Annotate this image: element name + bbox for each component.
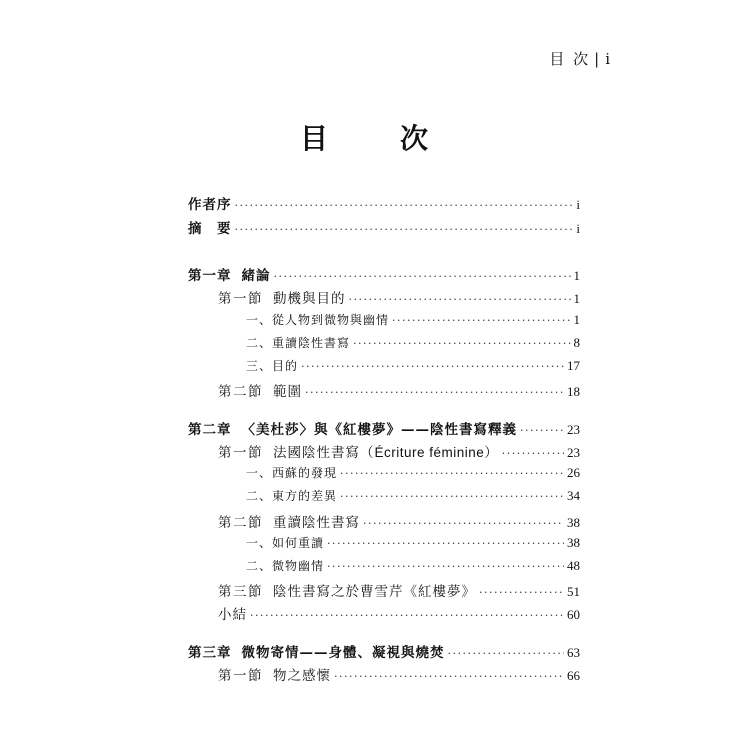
toc-entry-title: 〈美杜莎〉與《紅樓夢》——陰性書寫釋義 xyxy=(241,422,517,438)
toc-entry-title: 一、從人物到微物與幽情 xyxy=(246,313,390,327)
toc-leader-dots xyxy=(363,517,564,530)
toc-entry-page: 1 xyxy=(573,268,580,283)
toc-entry xyxy=(188,418,580,438)
toc-entry-title: 摘 要 xyxy=(188,221,232,237)
toc-leader-dots xyxy=(479,586,564,599)
toc-entry-label xyxy=(218,380,302,400)
toc-entry-number: 第一章 xyxy=(188,268,232,284)
toc-entry-label xyxy=(246,487,337,504)
toc-entry-page: 38 xyxy=(567,515,580,530)
toc-entry xyxy=(188,217,580,237)
toc-leader-dots xyxy=(301,360,564,373)
toc-leader-dots xyxy=(235,199,574,212)
toc-entry-title: 物之感懷 xyxy=(273,668,331,684)
toc-entry-page: 23 xyxy=(567,445,580,460)
toc-entry xyxy=(218,580,580,600)
toc-entry xyxy=(218,603,580,623)
toc-entry-label xyxy=(218,664,331,684)
toc-entry-label xyxy=(188,193,232,213)
toc-entry-label xyxy=(188,217,232,237)
toc-entry-title: 二、東方的差異 xyxy=(246,489,338,503)
toc-entry-label xyxy=(188,264,271,284)
toc-entry-number: 第一節 xyxy=(218,668,263,684)
toc-entry-title: 二、重讀陰性書寫 xyxy=(246,336,351,350)
toc-entry-page: 63 xyxy=(567,645,580,660)
toc-leader-dots xyxy=(353,337,570,350)
toc-entry-title: 小結 xyxy=(218,607,247,623)
toc-leader-dots xyxy=(327,537,564,550)
toc-entry-label xyxy=(246,357,298,374)
toc-entry-label xyxy=(218,287,346,307)
toc-entry xyxy=(218,441,580,461)
toc-entry-label xyxy=(246,534,324,551)
toc-leader-dots xyxy=(334,670,564,683)
toc-entry-label xyxy=(246,557,324,574)
toc-entry-title: 動機與目的 xyxy=(273,291,346,307)
toc-leader-dots xyxy=(392,314,570,327)
toc-leader-dots xyxy=(235,223,574,236)
toc-entry xyxy=(218,287,580,307)
toc-entry-number: 第二節 xyxy=(218,384,263,400)
toc-entry-page: 1 xyxy=(573,312,580,327)
toc-entry-label xyxy=(218,580,476,600)
toc-entry-title: 三、目的 xyxy=(246,359,299,373)
toc-entry xyxy=(188,264,580,284)
toc-entry-page: i xyxy=(576,197,580,212)
toc-leader-dots xyxy=(340,467,564,480)
toc-entry-page: 18 xyxy=(567,384,580,399)
toc-entry-number: 第一節 xyxy=(218,291,263,307)
toc-entry xyxy=(246,464,580,484)
toc-entry-page: 1 xyxy=(573,291,580,306)
toc-leader-dots xyxy=(520,424,564,437)
toc-entry xyxy=(246,334,580,354)
toc-entry xyxy=(246,357,580,377)
toc-entry-page: i xyxy=(576,221,580,236)
toc-entry-number: 第二節 xyxy=(218,515,263,531)
toc-entry-title: 陰性書寫之於曹雪芹《紅樓夢》 xyxy=(273,584,476,600)
toc-entry-title: 微物寄情——身體、凝視與燒焚 xyxy=(241,645,445,661)
toc-entry xyxy=(246,557,580,577)
toc-entry-label xyxy=(188,641,445,661)
toc-entry-page: 51 xyxy=(567,584,580,599)
toc-entry-label xyxy=(218,603,247,623)
toc-leader-dots xyxy=(349,293,571,306)
toc-entry-page: 48 xyxy=(567,558,580,573)
running-head-title: 目 次 xyxy=(549,50,591,68)
toc-entry-label xyxy=(188,418,517,438)
toc-entry-title: 二、微物幽情 xyxy=(246,559,325,573)
toc-leader-dots xyxy=(340,490,564,503)
toc-leader-dots xyxy=(448,647,565,660)
toc-entry-label xyxy=(246,464,337,481)
toc-entry xyxy=(218,380,580,400)
toc-entry-page: 17 xyxy=(567,358,580,373)
toc-entry-title: 一、如何重讀 xyxy=(246,536,325,550)
toc-entry-page: 23 xyxy=(567,422,580,437)
toc-leader-dots xyxy=(274,270,571,283)
table-of-contents xyxy=(188,0,580,750)
running-head-separator: | xyxy=(594,50,602,68)
toc-entry xyxy=(188,193,580,213)
toc-entry-page: 34 xyxy=(567,488,580,503)
toc-entry-title: 緒論 xyxy=(241,268,271,284)
toc-leader-dots xyxy=(250,609,564,622)
toc-entry-label xyxy=(218,441,499,461)
toc-entry-page: 8 xyxy=(573,335,580,350)
toc-leader-dots xyxy=(327,560,564,573)
toc-entry-title: 一、西蘇的發現 xyxy=(246,466,338,480)
toc-entry-label xyxy=(246,311,389,328)
toc-leader-dots xyxy=(502,447,564,460)
toc-entry xyxy=(246,534,580,554)
toc-entry-number: 第三章 xyxy=(188,645,232,661)
toc-entry-title: 法國陰性書寫（Écriture féminine） xyxy=(273,445,499,461)
toc-entry-page: 26 xyxy=(567,465,580,480)
toc-entry-page: 60 xyxy=(567,607,580,622)
toc-entry xyxy=(218,511,580,531)
toc-entry-title: 重讀陰性書寫 xyxy=(273,515,360,531)
toc-entry-number: 第二章 xyxy=(188,422,232,438)
toc-entry-title: 作者序 xyxy=(188,197,232,213)
page-title: 目 次 xyxy=(299,122,450,155)
toc-leader-dots xyxy=(305,386,564,399)
toc-entry xyxy=(188,641,580,661)
toc-entry xyxy=(246,311,580,331)
toc-entry-label xyxy=(246,334,350,351)
toc-entry-label xyxy=(218,511,360,531)
toc-entry-title: 範圍 xyxy=(273,384,302,400)
toc-entry-page: 38 xyxy=(567,535,580,550)
toc-entry xyxy=(246,487,580,507)
toc-entry xyxy=(218,664,580,684)
toc-entry-number: 第一節 xyxy=(218,445,263,461)
toc-entry-number: 第三節 xyxy=(218,584,263,600)
running-head-page: i xyxy=(605,50,612,68)
toc-entry-page: 66 xyxy=(567,668,580,683)
